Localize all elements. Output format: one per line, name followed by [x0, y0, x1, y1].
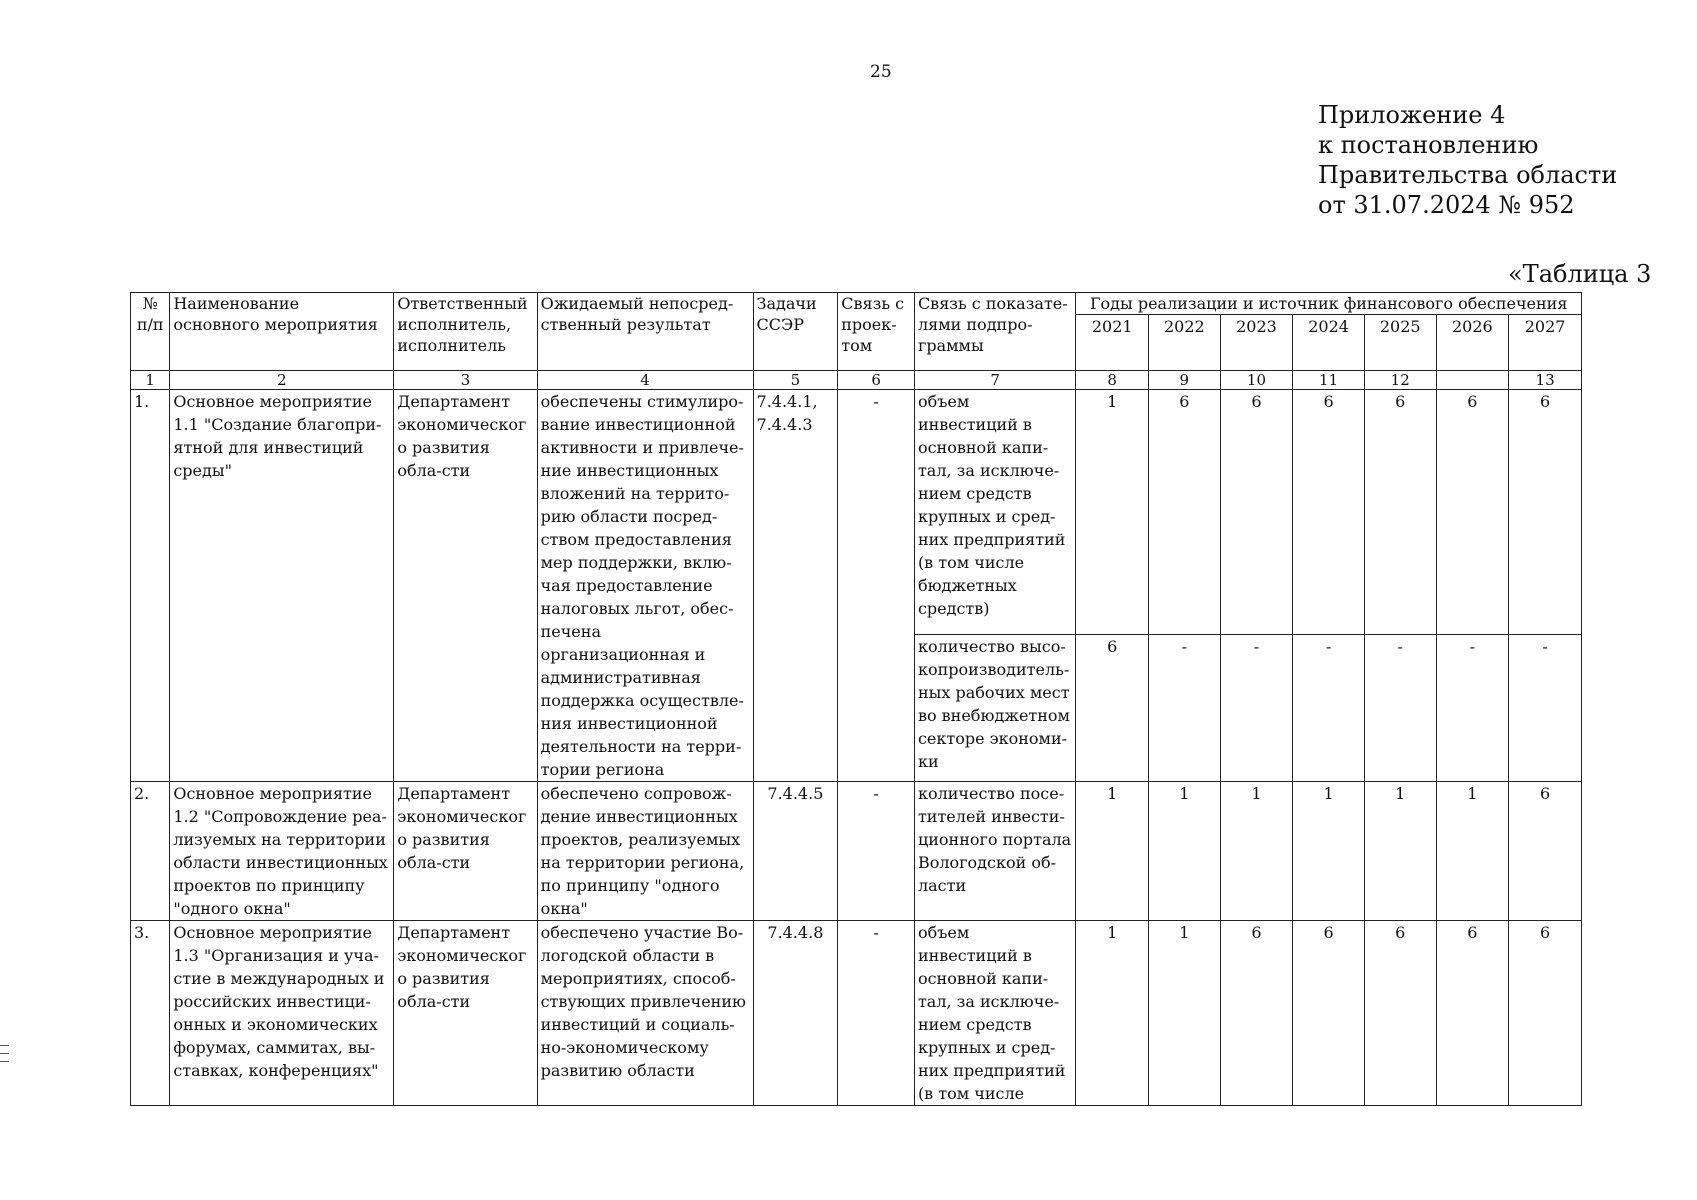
value-cell: -	[1436, 634, 1509, 781]
appendix-header	[1318, 100, 1617, 220]
column-index-row	[131, 371, 1582, 390]
value-cell: 6	[1076, 634, 1149, 781]
value-cell: 1	[1364, 782, 1436, 921]
header-num: № п/п	[131, 293, 170, 371]
year-header: 2021	[1076, 315, 1149, 371]
value-cell: 6	[1220, 390, 1293, 635]
appendix-line-4: от 31.07.2024 № 952	[1318, 191, 1575, 219]
row-responsible: Департамент экономического развития обла-сти	[394, 921, 537, 1106]
header-years-group: Годы реализации и источник финансового обеспечения	[1076, 293, 1582, 315]
value-cell: 1	[1076, 921, 1149, 1106]
column-index: 2	[170, 371, 394, 390]
year-header: 2023	[1220, 315, 1293, 371]
row-projects: -	[838, 921, 915, 1106]
value-cell: -	[1364, 634, 1436, 781]
row-tasks: 7.4.4.5	[753, 782, 838, 921]
year-header: 2026	[1436, 315, 1509, 371]
row-num: 2.	[131, 782, 170, 921]
column-index: 3	[394, 371, 537, 390]
appendix-line-3: Правительства области	[1318, 161, 1618, 189]
row-projects: -	[838, 782, 915, 921]
row-indicator: количество высо-копроизводитель-ных рабочих мест во внебюджетном секторе экономи-ки	[914, 634, 1075, 781]
value-cell: 1	[1076, 782, 1149, 921]
value-cell: 6	[1509, 390, 1582, 635]
row-projects: -	[838, 390, 915, 782]
row-indicator: объем инвестиций в основной капи-тал, за исключе-нием средств крупных и сред-них предприятий (в том числе бюджетных средств)	[914, 390, 1075, 635]
table-row	[131, 921, 1582, 1106]
header-projects: Связь с проек-том	[838, 293, 915, 371]
value-cell: 1	[1220, 782, 1293, 921]
value-cell: 1	[1149, 921, 1221, 1106]
row-indicator: объем инвестиций в основной капи-тал, за исключе-нием средств крупных и сред-них предприятий (в том числе	[914, 921, 1075, 1106]
column-index: 13	[1509, 371, 1582, 390]
column-index: 12	[1364, 371, 1436, 390]
value-cell: 6	[1293, 390, 1365, 635]
row-tasks: 7.4.4.8	[753, 921, 838, 1106]
table-row	[131, 782, 1582, 921]
value-cell: 6	[1436, 921, 1509, 1106]
column-index: 11	[1293, 371, 1365, 390]
value-cell: 6	[1436, 390, 1509, 635]
value-cell: 6	[1509, 921, 1582, 1106]
year-header: 2022	[1149, 315, 1221, 371]
column-index: 6	[838, 371, 915, 390]
column-index	[1436, 371, 1509, 390]
table-row	[131, 390, 1582, 635]
value-cell: 6	[1509, 782, 1582, 921]
row-result: обеспечены стимулиро-вание инвестиционной активности и привлече-ние инвестиционных вложений на террито-рию области посред-ством предоставления мер поддержки, вклю-чая предоставление налоговых льгот, обес-печена организационная и административная поддержка осуществле-ния инвестиционной деятельности на терри-тории региона	[537, 390, 753, 782]
year-header: 2027	[1509, 315, 1582, 371]
value-cell: -	[1149, 634, 1221, 781]
appendix-line-2: к постановлению	[1318, 131, 1539, 159]
column-index: 8	[1076, 371, 1149, 390]
value-cell: -	[1509, 634, 1582, 781]
row-name: Основное мероприятие 1.2 "Сопровождение реа-лизуемых на территории области инвестиционных проектов по принципу "одного окна"	[170, 782, 394, 921]
year-header: 2024	[1293, 315, 1365, 371]
row-name: Основное мероприятие 1.1 "Создание благопри-ятной для инвестиций среды"	[170, 390, 394, 782]
header-indicators: Связь с показате-лями подпро-граммы	[914, 293, 1075, 371]
header-name: Наименование основного мероприятия	[170, 293, 394, 371]
row-responsible: Департамент экономического развития обла-сти	[394, 390, 537, 782]
year-header: 2025	[1364, 315, 1436, 371]
header-responsible: Ответственный исполнитель, исполнитель	[394, 293, 537, 371]
activities-table	[130, 292, 1582, 1106]
column-index: 7	[914, 371, 1075, 390]
appendix-line-1: Приложение 4	[1318, 101, 1506, 129]
value-cell: 1	[1436, 782, 1509, 921]
row-result: обеспечено участие Во-логодской области в мероприятиях, способ-ствующих привлечению инвестиций и социаль-но-экономическому развитию области	[537, 921, 753, 1106]
value-cell: 1	[1076, 390, 1149, 635]
value-cell: 6	[1220, 921, 1293, 1106]
row-num: 1.	[131, 390, 170, 782]
value-cell: -	[1293, 634, 1365, 781]
value-cell: 6	[1364, 390, 1436, 635]
table-caption: «Таблица 3	[1508, 260, 1652, 288]
scan-edge-marks	[0, 1045, 9, 1069]
value-cell: 1	[1293, 782, 1365, 921]
column-index: 10	[1220, 371, 1293, 390]
value-cell: 6	[1293, 921, 1365, 1106]
row-responsible: Департамент экономического развития обла-сти	[394, 782, 537, 921]
column-index: 5	[753, 371, 838, 390]
page-number: 25	[870, 62, 892, 82]
value-cell: 1	[1149, 782, 1221, 921]
header-row	[131, 293, 1582, 315]
column-index: 9	[1149, 371, 1221, 390]
value-cell: 6	[1364, 921, 1436, 1106]
column-index: 1	[131, 371, 170, 390]
row-tasks: 7.4.4.1, 7.4.4.3	[753, 390, 838, 782]
row-indicator: количество посе-тителей инвести-ционного портала Вологодской об-ласти	[914, 782, 1075, 921]
header-result: Ожидаемый непосред-ственный результат	[537, 293, 753, 371]
header-tasks: Задачи ССЭР	[753, 293, 838, 371]
row-num: 3.	[131, 921, 170, 1106]
column-index: 4	[537, 371, 753, 390]
value-cell: 6	[1149, 390, 1221, 635]
row-result: обеспечено сопровож-дение инвестиционных проектов, реализуемых на территории региона, по принципу "одного окна"	[537, 782, 753, 921]
value-cell: -	[1220, 634, 1293, 781]
row-name: Основное мероприятие 1.3 "Организация и уча-стие в международных и российских инвестици-онных и экономических форумах, саммитах, вы-ставках, конференциях"	[170, 921, 394, 1106]
